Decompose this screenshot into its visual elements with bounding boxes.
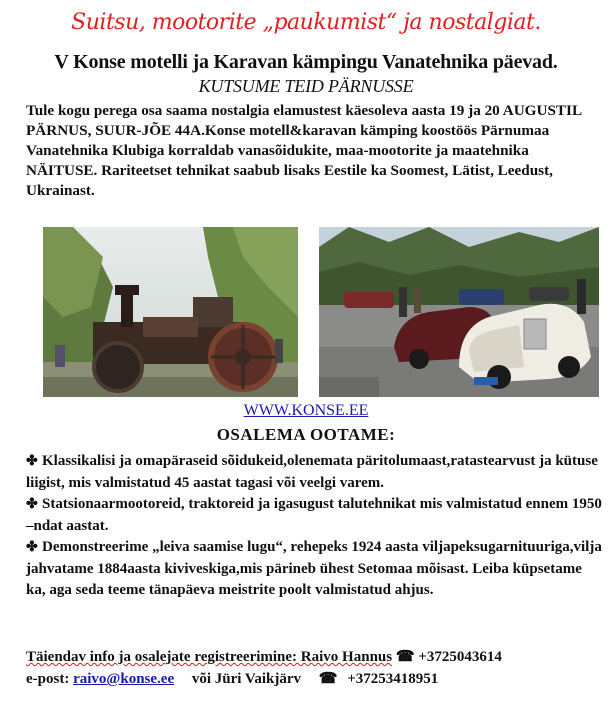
email-label: e-post: (26, 671, 70, 687)
website-link[interactable]: WWW.KONSE.EE (243, 402, 369, 419)
phone-icon: ☎ (318, 671, 338, 687)
contact-intro: Täiendav info ja osalejate registreerimine: Raivo Hannus (26, 649, 393, 665)
list-item (26, 494, 602, 537)
list-item-text: Statsionaarmootoreid, traktoreid ja igasugust talutehnikat mis valmistatud ennem 1950 –ndat aastat. (26, 496, 602, 534)
contact-line-1 (26, 646, 606, 668)
steam-tractor-photo (43, 227, 298, 397)
flower-bullet-icon: ✤ (26, 540, 38, 555)
event-subtitle: V Konse motelli ja Karavan kämpingu Vanatehnika päevad. (54, 51, 558, 73)
phone-icon: ☎ (395, 649, 415, 665)
page-title: Suitsu, mootorite „paukumist“ ja nostalgiat. (71, 10, 541, 35)
list-item (26, 537, 602, 602)
phone-number-1: +3725043614 (418, 649, 502, 665)
invitation-heading: KUTSUME TEID PÄRNUSSE (198, 76, 414, 96)
flower-bullet-icon: ✤ (26, 497, 38, 512)
email-link[interactable]: raivo@konse.ee (73, 671, 175, 687)
intro-paragraph: Tule kogu perega osa saama nostalgia elamustest käesoleva aasta 19 ja 20 AUGUSTIL PÄRNUS, SUUR-JÕE 44A.Konse motell&karavan kämping koostöös Pärnumaa Vanatehnika Klubiga korraldab vanasõidukite, maa-mootorite ja maatehnika NÄITUSE. Rariteetset tehnikat saabub lisaks Eestile ka Soomest, Lätist, Leedust, Ukrainast. (26, 102, 582, 199)
flower-bullet-icon: ✤ (26, 454, 38, 469)
participants-list (26, 451, 602, 602)
section-heading: OSALEMA OOTAME: (216, 425, 396, 444)
alternate-contact: või Jüri Vaikjärv (191, 671, 302, 687)
classic-cars-photo (319, 227, 599, 397)
list-item-text: Demonstreerime „leiva saamise lugu“, rehepeks 1924 aasta viljapeksugarnituuriga,vilja jahvatame 1884aasta kiviveskiga,mis pärineb ühest Setomaa mõisast. Leiba küpsetame ka, aga seda teeme tänapäeva meistrite poolt valmistatud ahjus. (26, 539, 602, 598)
list-item-text: Klassikalisi ja omapäraseid sõidukeid,olenemata päritolumaast,ratastearvust ja kütuse liigist, mis valmistatud 45 aastat tagasi või veelgi varem. (26, 453, 598, 491)
contact-block (26, 646, 606, 690)
list-item (26, 451, 602, 494)
contact-line-2 (26, 668, 606, 690)
phone-number-2: +37253418951 (347, 671, 439, 687)
